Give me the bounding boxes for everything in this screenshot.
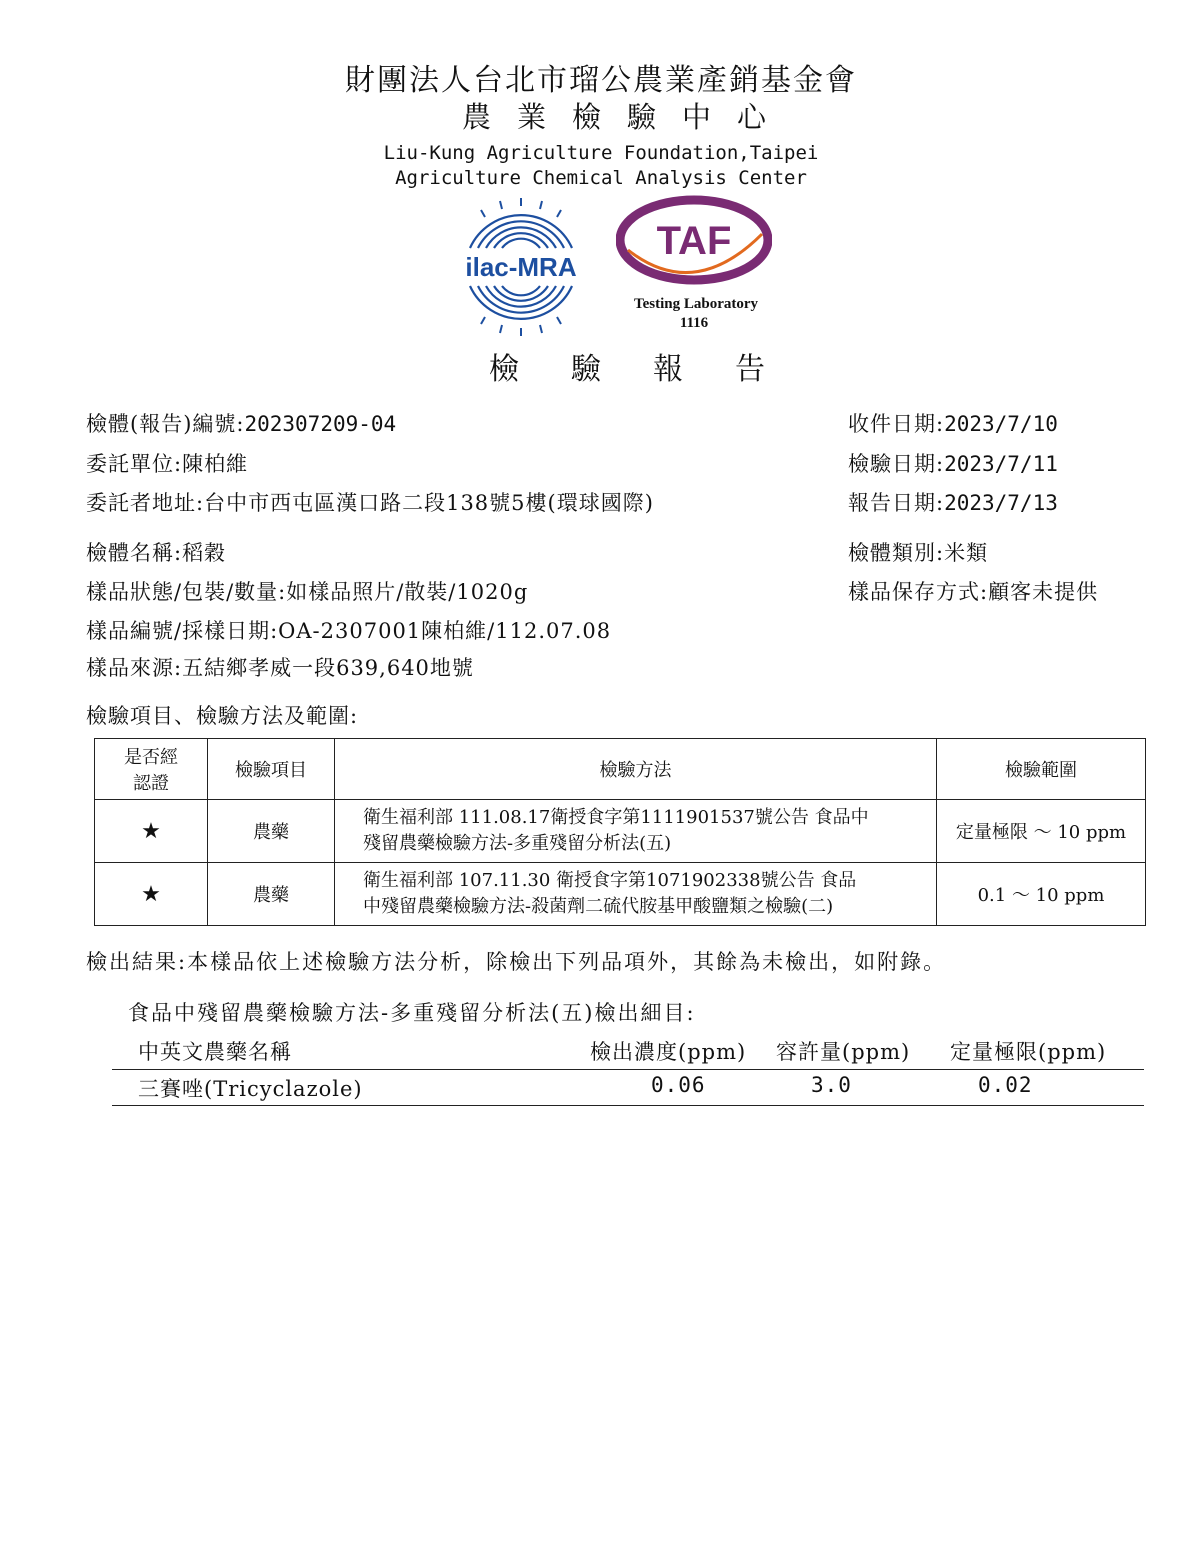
- report-number: 202307209-04: [244, 412, 397, 436]
- taf-logo-text: TAF: [656, 219, 732, 263]
- sample-code: OA-2307001陳柏維/112.07.08: [278, 619, 612, 643]
- sample-type-field: [848, 537, 988, 567]
- sample-type-label: 檢體類別:: [848, 541, 945, 565]
- tested-date-field: [848, 448, 1058, 478]
- test-method: [335, 863, 937, 926]
- loq-value: 0.02: [978, 1073, 1033, 1097]
- tolerance-value: 3.0: [811, 1073, 852, 1097]
- sample-type: 米類: [944, 541, 989, 565]
- test-method: [335, 800, 937, 863]
- client-address: 台中市西屯區漢口路二段138號5樓(環球國際): [204, 491, 654, 515]
- sample-name-label: 檢體名稱:: [86, 541, 183, 565]
- tested-date-label: 檢驗日期:: [848, 452, 945, 476]
- test-method-line2: 殘留農藥檢驗方法-多重殘留分析法(五): [363, 833, 672, 854]
- sample-source-label: 樣品來源:: [86, 656, 183, 680]
- tested-date: 2023/7/11: [944, 452, 1058, 476]
- detail-header-loq: 定量極限(ppm): [950, 1040, 1107, 1064]
- test-method-line1: 衛生福利部 107.11.30 衛授食字第1071902338號公告 食品: [363, 870, 857, 891]
- pesticide-name: 三賽唑(Tricyclazole): [138, 1077, 363, 1101]
- client-field: [86, 448, 248, 478]
- detail-header-tolerance: 容許量(ppm): [776, 1040, 911, 1064]
- sample-source: 五結鄉孝威一段639,640地號: [182, 656, 474, 680]
- client-name: 陳柏維: [182, 452, 249, 476]
- received-date: 2023/7/10: [944, 412, 1058, 436]
- methods-section-title: 檢驗項目、檢驗方法及範圍:: [86, 704, 359, 728]
- sample-state-field: [86, 576, 528, 606]
- storage-method: 顧客未提供: [988, 580, 1099, 604]
- ilac-mra-logo: [450, 196, 592, 338]
- sample-state-label: 樣品狀態/包裝/數量:: [86, 580, 287, 604]
- taf-logo: [616, 194, 772, 334]
- test-range: 定量極限 ～ 10 ppm: [937, 800, 1146, 863]
- sample-source-field: [86, 652, 474, 682]
- header-certified-line2: 認證: [133, 773, 169, 794]
- header-certified: [95, 739, 208, 800]
- detail-header-rule: [112, 1069, 1144, 1070]
- test-item: 農藥: [208, 863, 335, 926]
- detail-header-name: 中英文農藥名稱: [138, 1040, 292, 1064]
- test-item: 農藥: [208, 800, 335, 863]
- header-method: 檢驗方法: [335, 739, 937, 800]
- center-name: 農業檢驗中心: [461, 100, 792, 134]
- detail-title: 食品中殘留農藥檢驗方法-多重殘留分析法(五)檢出細目:: [128, 1001, 696, 1025]
- result-note: 檢出結果:本樣品依上述檢驗方法分析，除檢出下列品項外，其餘為未檢出，如附錄。: [86, 950, 947, 974]
- detected-concentration: 0.06: [651, 1073, 706, 1097]
- reported-date-label: 報告日期:: [848, 491, 945, 515]
- header-range: 檢驗範圍: [937, 739, 1146, 800]
- header-certified-line1: 是否經: [124, 747, 178, 768]
- address-label: 委託者地址:: [86, 491, 205, 515]
- certified-star: ★: [95, 800, 208, 863]
- table-row: [95, 863, 1146, 926]
- taf-testing-lab: Testing Laboratory: [633, 296, 759, 312]
- sample-name-field: [86, 537, 226, 567]
- report-number-field: [86, 408, 396, 438]
- header-item: 檢驗項目: [208, 739, 335, 800]
- sample-name: 稻穀: [182, 541, 227, 565]
- methods-table-header: [95, 739, 1146, 800]
- organization-name-en: Liu-Kung Agriculture Foundation,Taipei: [383, 142, 819, 164]
- certified-star: ★: [95, 863, 208, 926]
- detail-header-concentration: 檢出濃度(ppm): [590, 1040, 747, 1064]
- received-date-label: 收件日期:: [848, 412, 945, 436]
- reported-date: 2023/7/13: [944, 491, 1058, 515]
- client-label: 委託單位:: [86, 452, 183, 476]
- test-method-line1: 衛生福利部 111.08.17衛授食字第1111901537號公告 食品中: [363, 807, 869, 828]
- report-title: 檢驗報告: [489, 352, 817, 387]
- methods-table: [94, 738, 1146, 926]
- table-row: [95, 800, 1146, 863]
- sample-code-label: 樣品編號/採樣日期:: [86, 619, 279, 643]
- sample-code-field: [86, 615, 611, 645]
- test-method-line2: 中殘留農藥檢驗方法-殺菌劑二硫代胺基甲酸鹽類之檢驗(二): [363, 896, 834, 917]
- sample-state: 如樣品照片/散裝/1020g: [286, 580, 529, 604]
- ilac-logo-text: ilac-MRA: [465, 252, 577, 282]
- reported-date-field: [848, 487, 1058, 517]
- storage-field: [848, 576, 1098, 606]
- detail-bottom-rule: [112, 1105, 1144, 1106]
- taf-lab-number: 1116: [679, 315, 709, 331]
- received-date-field: [848, 408, 1058, 438]
- center-name-en: Agriculture Chemical Analysis Center: [395, 167, 807, 189]
- address-field: [86, 487, 654, 517]
- storage-label: 樣品保存方式:: [848, 580, 989, 604]
- organization-name: 財團法人台北市瑠公農業產銷基金會: [345, 63, 857, 98]
- report-number-label: 檢體(報告)編號:: [86, 412, 245, 436]
- test-range: 0.1 ～ 10 ppm: [937, 863, 1146, 926]
